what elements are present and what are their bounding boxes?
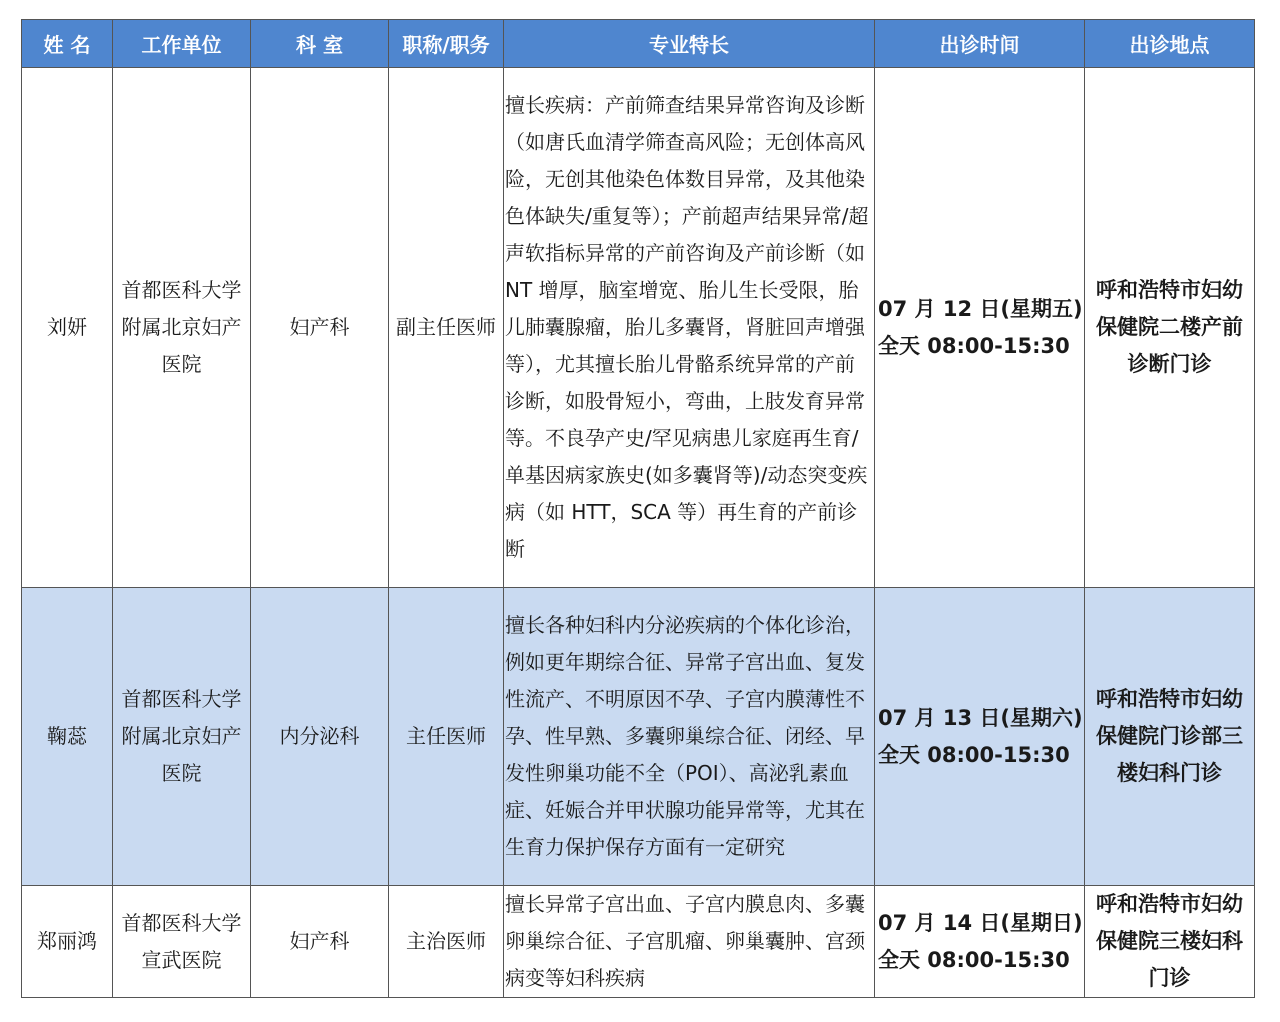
work-unit-line: 首都医科大学 bbox=[121, 910, 242, 935]
header-location: 出诊地点 bbox=[1085, 20, 1255, 68]
clinic-date: 07 月 12 日(星期五) bbox=[878, 296, 1083, 321]
work-unit-line: 附属北京妇产 bbox=[121, 315, 242, 339]
job-title: 主任医师 bbox=[389, 588, 504, 886]
doctor-name: 刘妍 bbox=[22, 68, 113, 588]
work-unit-line: 宣武医院 bbox=[141, 947, 222, 972]
header-name: 姓 名 bbox=[22, 20, 113, 68]
clinic-time bbox=[875, 588, 1085, 886]
header-title: 职称/职务 bbox=[389, 20, 504, 68]
location-line: 诊断门诊 bbox=[1127, 352, 1212, 376]
location-line: 门诊 bbox=[1148, 966, 1191, 990]
doctor-schedule-table bbox=[21, 19, 1255, 998]
specialty: 擅长疾病：产前筛查结果异常咨询及诊断（如唐氏血清学筛查高风险；无创体高风险，无创其他染色体数目异常，及其他染色体缺失/重复等）；产前超声结果异常/超声软指标异常的产前咨询及产前诊断（如 NT 增厚，脑室增宽、胎儿生长受限，胎儿肺囊腺瘤，胎儿多囊肾，肾脏回声增强等），尤其擅长胎儿骨骼系统异常的产前诊断，如股骨短小，弯曲，上肢发育异常等。不良孕产史/罕见病患儿家庭再生育/单基因病家族史(如多囊肾等)/动态突变疾病（如 HTT，SCA 等）再生育的产前诊断 bbox=[504, 68, 875, 588]
department: 妇产科 bbox=[251, 886, 389, 998]
doctor-name: 鞠蕊 bbox=[22, 588, 113, 886]
work-unit-line: 附属北京妇产 bbox=[121, 724, 242, 748]
location-line: 楼妇科门诊 bbox=[1117, 761, 1222, 785]
department: 妇产科 bbox=[251, 68, 389, 588]
clinic-hours: 全天 08:00-15:30 bbox=[878, 333, 1070, 358]
location-line: 保健院三楼妇科 bbox=[1096, 929, 1243, 953]
location-line: 呼和浩特市妇幼 bbox=[1096, 892, 1243, 916]
clinic-location bbox=[1085, 588, 1255, 886]
work-unit-line: 首都医科大学 bbox=[121, 278, 242, 302]
specialty: 擅长各种妇科内分泌疾病的个体化诊治，例如更年期综合征、异常子宫出血、复发性流产、不明原因不孕、子宫内膜薄性不孕、性早熟、多囊卵巢综合征、闭经、早发性卵巢功能不全（POI）、高泌乳素血症、妊娠合并甲状腺功能异常等，尤其在生育力保护保存方面有一定研究 bbox=[504, 588, 875, 886]
clinic-location bbox=[1085, 68, 1255, 588]
table-row bbox=[22, 886, 1255, 998]
location-line: 保健院门诊部三 bbox=[1096, 724, 1243, 748]
header-time: 出诊时间 bbox=[875, 20, 1085, 68]
work-unit-line: 医院 bbox=[161, 761, 202, 785]
header-row bbox=[22, 20, 1255, 68]
work-unit bbox=[113, 588, 251, 886]
clinic-date: 07 月 13 日(星期六) bbox=[878, 705, 1083, 730]
clinic-time bbox=[875, 68, 1085, 588]
table-row bbox=[22, 588, 1255, 886]
work-unit bbox=[113, 68, 251, 588]
department: 内分泌科 bbox=[251, 588, 389, 886]
clinic-location bbox=[1085, 886, 1255, 998]
work-unit-line: 首都医科大学 bbox=[121, 687, 242, 711]
specialty: 擅长异常子宫出血、子宫内膜息肉、多囊卵巢综合征、子宫肌瘤、卵巢囊肿、宫颈病变等妇科疾病 bbox=[504, 886, 875, 998]
job-title: 主治医师 bbox=[389, 886, 504, 998]
header-unit: 工作单位 bbox=[113, 20, 251, 68]
clinic-time bbox=[875, 886, 1085, 998]
doctor-name: 郑丽鸿 bbox=[22, 886, 113, 998]
work-unit bbox=[113, 886, 251, 998]
location-line: 呼和浩特市妇幼 bbox=[1096, 687, 1243, 711]
location-line: 呼和浩特市妇幼 bbox=[1096, 278, 1243, 302]
job-title: 副主任医师 bbox=[389, 68, 504, 588]
location-line: 保健院二楼产前 bbox=[1096, 315, 1243, 339]
table-row bbox=[22, 68, 1255, 588]
header-department: 科 室 bbox=[251, 20, 389, 68]
clinic-hours: 全天 08:00-15:30 bbox=[878, 742, 1070, 767]
clinic-date: 07 月 14 日(星期日) bbox=[878, 910, 1083, 935]
work-unit-line: 医院 bbox=[161, 352, 202, 376]
clinic-hours: 全天 08:00-15:30 bbox=[878, 947, 1070, 972]
header-specialty: 专业特长 bbox=[504, 20, 875, 68]
